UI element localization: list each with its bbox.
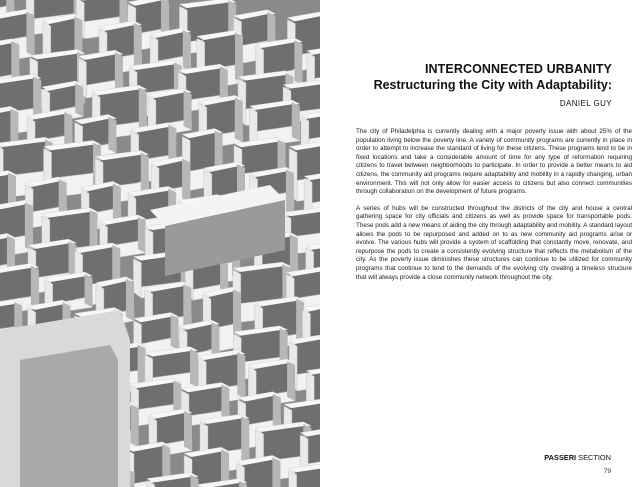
- article-subtitle: Restructuring the City with Adaptability:: [373, 78, 612, 92]
- article-title: INTERCONNECTED URBANITY: [424, 62, 612, 76]
- body-paragraph: The city of Philadelphia is currently dealing with a major poverty issue with about 25% of the population living below the poverty line. A variety of community programs are currently in place in order to attempt to increase the standard of living for these citizens. These programs tend to be in fixed locations and take a considerable amount of time for any type of reformation requiring citizens to travel between neighborhoods to participate. In order to provide a better means to aid citizens, the community aid programs require adaptability and mobility in a rapidly changing, urban environment. This will not only allow for easier access to citizens but also connect communities through collaboration on the development of future programs.: [356, 128, 632, 196]
- section-label-bold: PASSERI: [544, 453, 577, 462]
- section-label: [544, 453, 611, 462]
- text-page: [320, 0, 640, 487]
- title-block: [332, 62, 612, 108]
- body-paragraph: A series of hubs will be constructed throughout the districts of the city and house a central gathering space for city officials and citizens as well as provide space for transportable pods. These pods add a new means of aiding the city through adaptability and mobility. A standard layout allows the pods to be repurposed and added on to as new community aid programs arise or evolve. The various hubs will provide a system of scaffolding that constantly move, renovate, and repurpose the pods to create a consistently evolving structure that reflects the metabolism of the city. As the poverty issue diminishes these structures can continue to be utilized for community programs that continue to tend to the demands of the evolving city creating a timeless structure that will always provide a close community network throughout the city.: [356, 204, 632, 281]
- section-label-rest: SECTION: [576, 453, 611, 462]
- author-name: DANIEL GUY: [559, 99, 612, 108]
- article-body: [356, 128, 632, 290]
- page-number: 79: [603, 468, 611, 475]
